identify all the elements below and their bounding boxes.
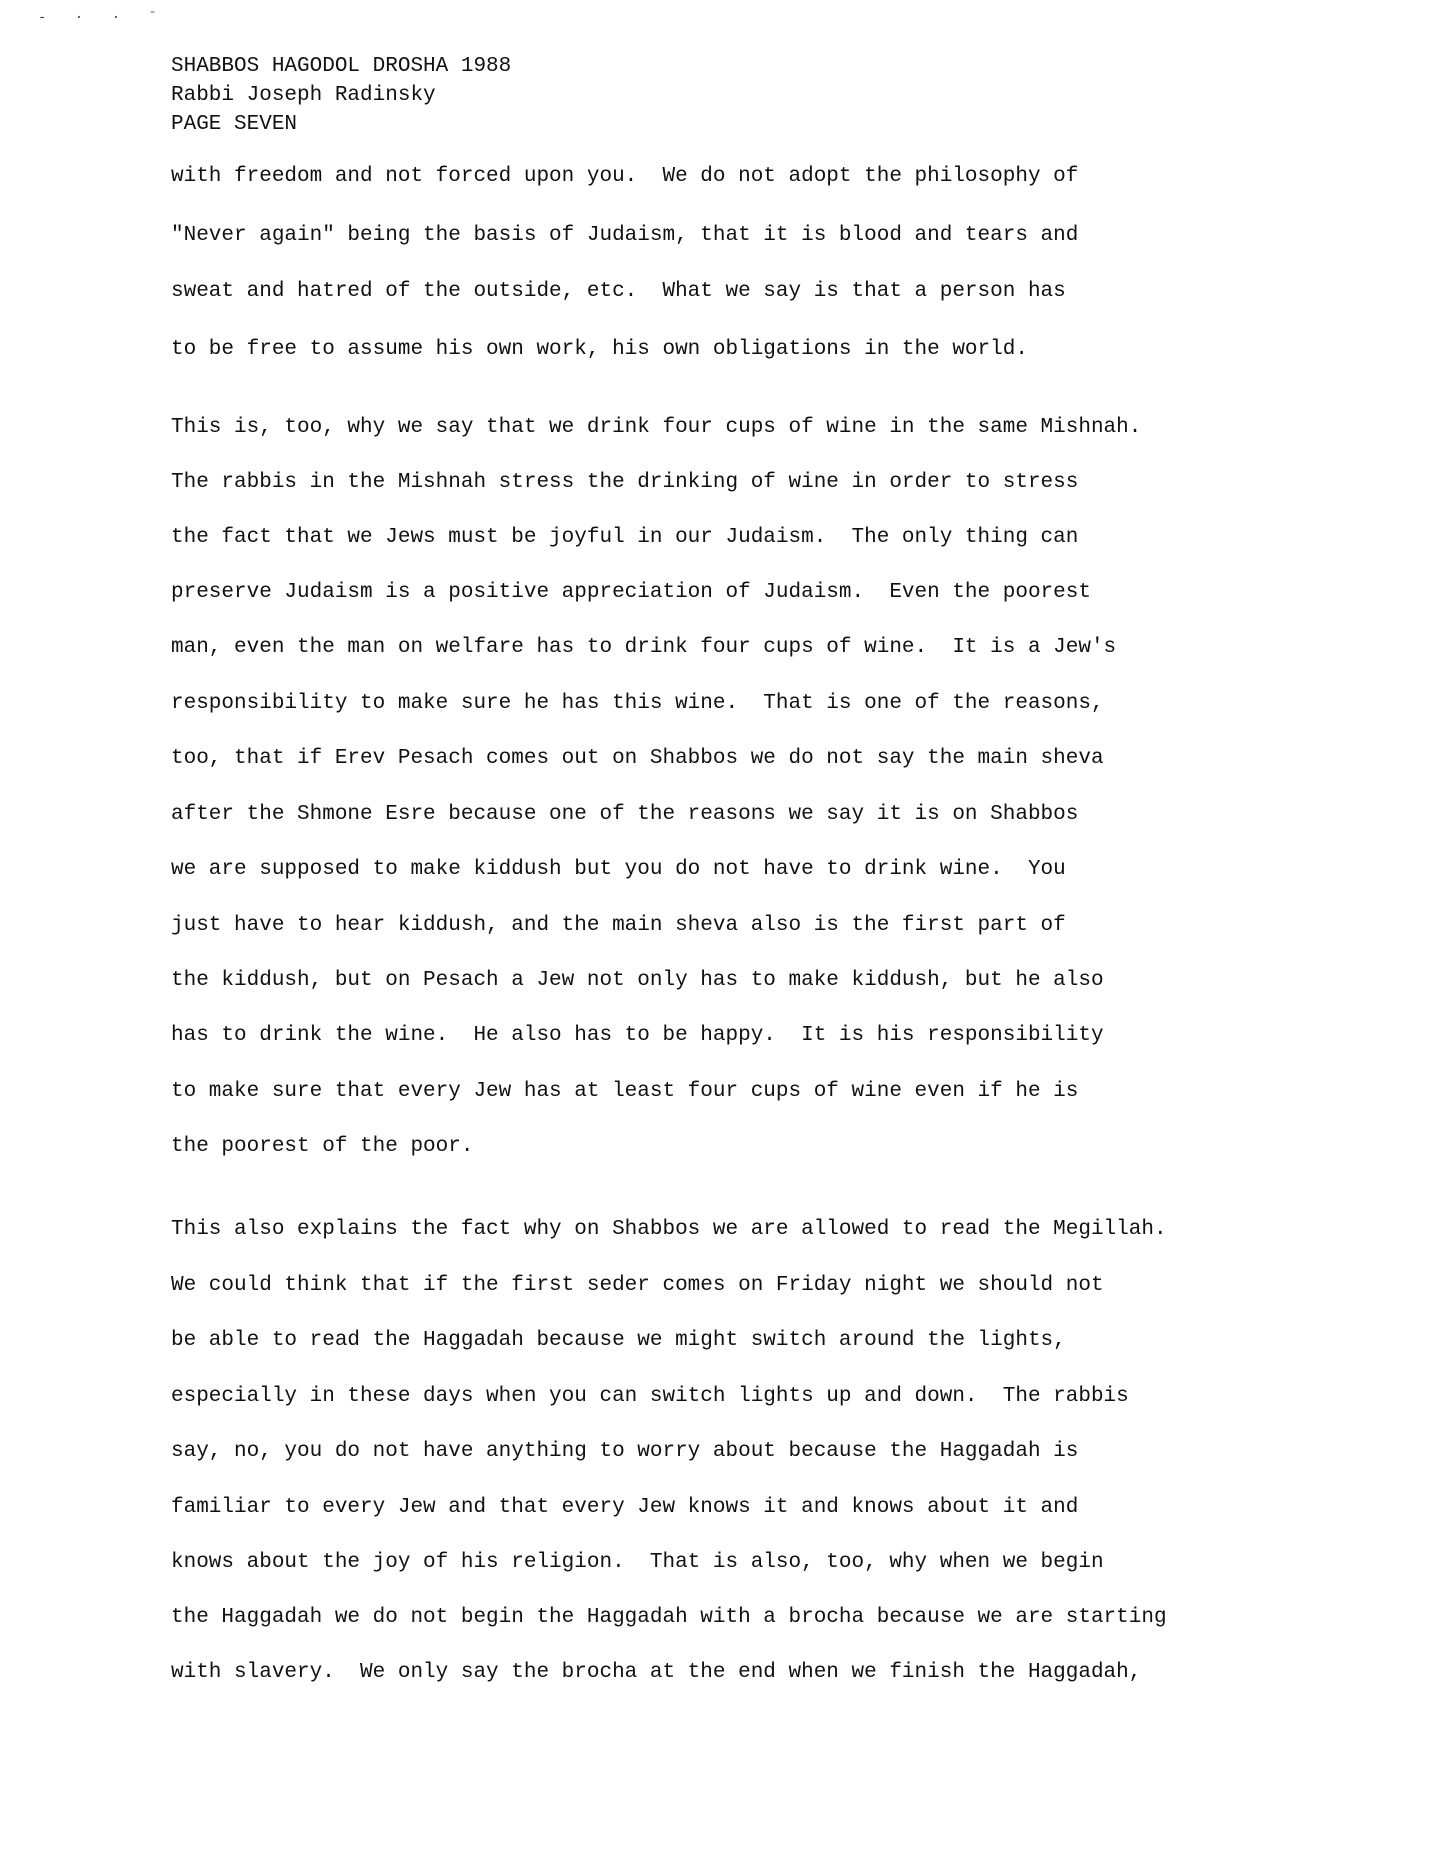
- text-line: after the Shmone Esre because one of the reasons we say it is on Shabbos: [171, 803, 1079, 826]
- text-line: be able to read the Haggadah because we might switch around the lights,: [171, 1329, 1066, 1352]
- text-line: to be free to assume his own work, his own obligations in the world.: [171, 338, 1028, 361]
- text-line: too, that if Erev Pesach comes out on Shabbos we do not say the main sheva: [171, 747, 1104, 770]
- document-author: Rabbi Joseph Radinsky: [171, 84, 436, 107]
- text-line: responsibility to make sure he has this wine. That is one of the reasons,: [171, 692, 1104, 715]
- text-line: man, even the man on welfare has to drink four cups of wine. It is a Jew's: [171, 636, 1117, 659]
- text-line: the Haggadah we do not begin the Haggadah with a brocha because we are starting: [171, 1606, 1167, 1629]
- document-title: SHABBOS HAGODOL DROSHA 1988: [171, 55, 512, 78]
- document-header: [171, 52, 511, 139]
- text-line: say, no, you do not have anything to worry about because the Haggadah is: [171, 1440, 1079, 1463]
- text-line: with slavery. We only say the brocha at the end when we finish the Haggadah,: [171, 1661, 1142, 1684]
- text-line: we are supposed to make kiddush but you do not have to drink wine. You: [171, 858, 1066, 881]
- text-line: preserve Judaism is a positive appreciation of Judaism. Even the poorest: [171, 581, 1091, 604]
- text-line: just have to hear kiddush, and the main sheva also is the first part of: [171, 914, 1066, 937]
- text-line: This is, too, why we say that we drink four cups of wine in the same Mishnah.: [171, 416, 1142, 439]
- text-line: has to drink the wine. He also has to be happy. It is his responsibility: [171, 1024, 1104, 1047]
- text-line: the poorest of the poor.: [171, 1135, 474, 1158]
- scan-artifact-marks: - · · ˉ: [38, 10, 167, 26]
- page-label: PAGE SEVEN: [171, 113, 298, 136]
- text-line: This also explains the fact why on Shabbos we are allowed to read the Megillah.: [171, 1218, 1167, 1241]
- text-line: knows about the joy of his religion. That is also, too, why when we begin: [171, 1551, 1104, 1574]
- text-line: especially in these days when you can switch lights up and down. The rabbis: [171, 1385, 1129, 1408]
- text-line: to make sure that every Jew has at least four cups of wine even if he is: [171, 1080, 1079, 1103]
- text-line: The rabbis in the Mishnah stress the drinking of wine in order to stress: [171, 471, 1079, 494]
- text-line: with freedom and not forced upon you. We do not adopt the philosophy of: [171, 165, 1079, 188]
- text-line: familiar to every Jew and that every Jew knows it and knows about it and: [171, 1496, 1079, 1519]
- text-line: We could think that if the first seder comes on Friday night we should not: [171, 1274, 1104, 1297]
- text-line: the kiddush, but on Pesach a Jew not only has to make kiddush, but he also: [171, 969, 1104, 992]
- text-line: "Never again" being the basis of Judaism, that it is blood and tears and: [171, 224, 1079, 247]
- text-line: the fact that we Jews must be joyful in our Judaism. The only thing can: [171, 526, 1079, 549]
- text-line: sweat and hatred of the outside, etc. What we say is that a person has: [171, 280, 1066, 303]
